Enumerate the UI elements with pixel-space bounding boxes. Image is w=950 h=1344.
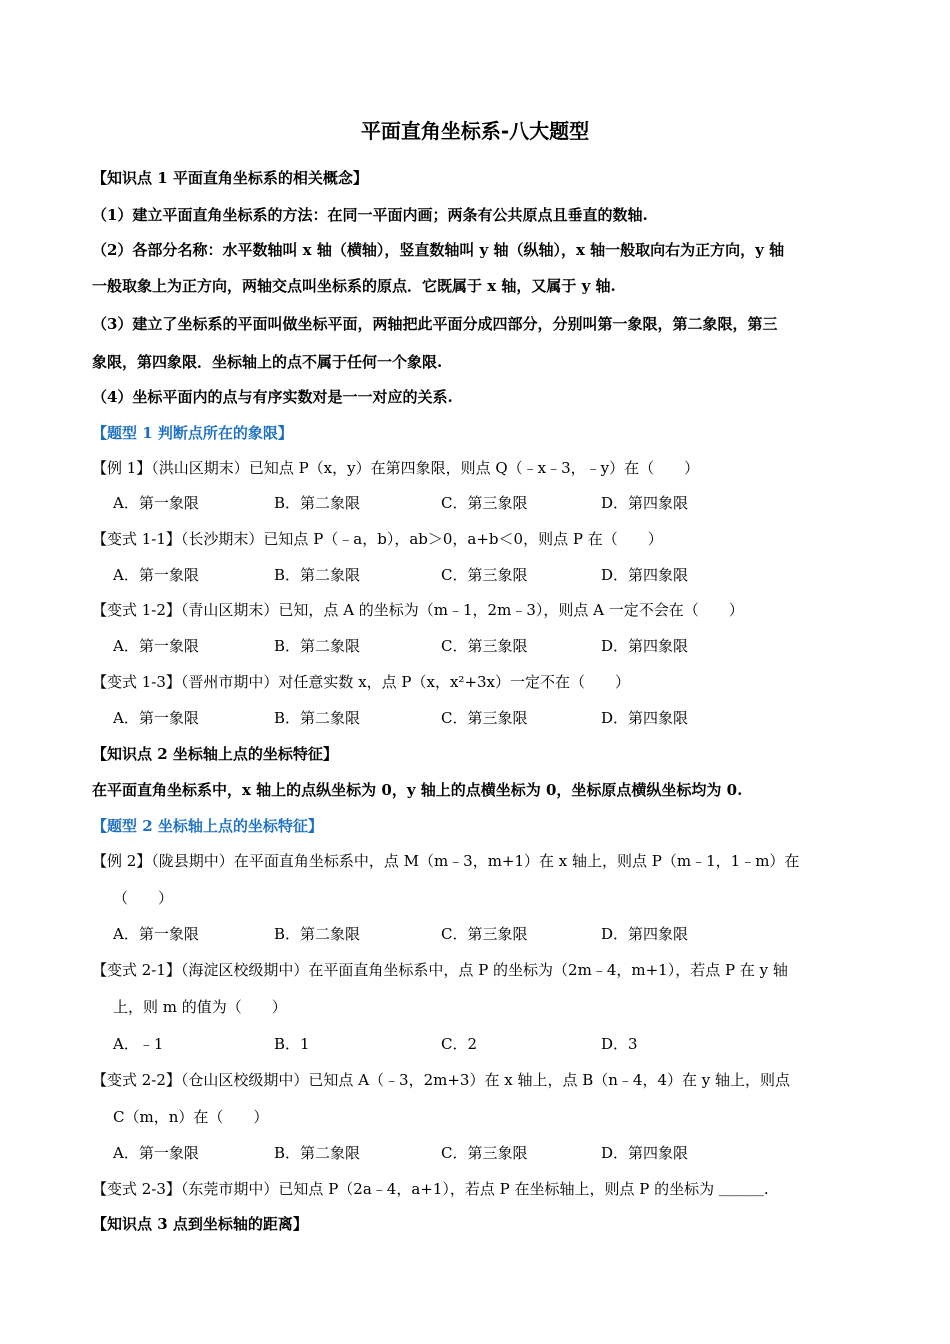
option-d: D．第四象限 [601, 494, 689, 512]
example-1-options [113, 493, 873, 513]
option-a: A．第一象限 [113, 494, 199, 512]
kp1-item-4: （4）坐标平面内的点与有序实数对是一一对应的关系. [92, 388, 453, 406]
option-b: B．第二象限 [274, 1144, 361, 1162]
kp1-item-3-line2: 象限，第四象限．坐标轴上的点不属于任何一个象限. [92, 353, 443, 371]
option-b: B．第二象限 [274, 925, 361, 943]
option-b: B．第二象限 [274, 637, 361, 655]
variant-1-1: 【变式 1-1】（长沙期末）已知点 P（﹣a，b），ab＞0，a+b＜0，则点 P 在（ ） [92, 530, 663, 548]
question-type-2-heading: 【题型 2 坐标轴上点的坐标特征】 [92, 817, 323, 835]
option-c: C．第三象限 [441, 494, 528, 512]
kp1-item-2-line2: 一般取象上为正方向，两轴交点叫坐标系的原点．它既属于 x 轴，又属于 y 轴. [92, 277, 616, 295]
option-c: C．第三象限 [441, 566, 528, 584]
variant-2-3: 【变式 2-3】（东莞市期中）已知点 P（2a﹣4，a+1），若点 P 在坐标轴上，则点 P 的坐标为 ＿＿＿. [92, 1180, 769, 1198]
kp1-item-2-line1: （2）各部分名称：水平数轴叫 x 轴（横轴），竖直数轴叫 y 轴（纵轴），x 轴一般取向右为正方向，y 轴 [92, 241, 785, 259]
knowledge-point-3-heading: 【知识点 3 点到坐标轴的距离】 [92, 1215, 308, 1233]
example-2-line1: 【例 2】（陇县期中）在平面直角坐标系中，点 M（m﹣3，m+1）在 x 轴上，则点 P（m﹣1，1﹣m）在 [92, 852, 800, 870]
kp1-item-3-line1: （3）建立了坐标系的平面叫做坐标平面，两轴把此平面分成四部分，分别叫第一象限，第二象限，第三 [92, 315, 778, 333]
option-d: D．3 [601, 1035, 638, 1053]
option-c: C．2 [441, 1035, 478, 1053]
knowledge-point-2-heading: 【知识点 2 坐标轴上点的坐标特征】 [92, 745, 338, 763]
variant-2-2-line1: 【变式 2-2】（仓山区校级期中）已知点 A（﹣3，2m+3）在 x 轴上，点 B（n﹣4，4）在 y 轴上，则点 [92, 1071, 790, 1089]
option-d: D．第四象限 [601, 1144, 689, 1162]
variant-1-2-options [113, 636, 873, 656]
page-title: 平面直角坐标系-八大题型 [360, 119, 590, 143]
option-d: D．第四象限 [601, 925, 689, 943]
variant-2-1-line2: 上，则 m 的值为（ ） [113, 998, 287, 1016]
option-d: D．第四象限 [601, 709, 689, 727]
option-a: A．第一象限 [113, 1144, 199, 1162]
variant-2-2-line2: C（m，n）在（ ） [113, 1108, 269, 1126]
option-c: C．第三象限 [441, 925, 528, 943]
option-a: A．﹣1 [113, 1035, 164, 1053]
kp1-item-1: （1）建立平面直角坐标系的方法：在同一平面内画；两条有公共原点且垂直的数轴. [92, 206, 648, 224]
example-2-line2: （ ） [113, 889, 174, 907]
example-1: 【例 1】（洪山区期末）已知点 P（x，y）在第四象限，则点 Q（﹣x﹣3，﹣y）在（ ） [92, 459, 700, 477]
variant-2-2-options [113, 1143, 873, 1163]
example-2-options [113, 924, 873, 944]
option-d: D．第四象限 [601, 566, 689, 584]
variant-2-1-line1: 【变式 2-1】（海淀区校级期中）在平面直角坐标系中，点 P 的坐标为（2m﹣4，m+1），若点 P 在 y 轴 [92, 961, 788, 979]
option-c: C．第三象限 [441, 709, 528, 727]
variant-1-1-options [113, 565, 873, 585]
variant-2-1-options [113, 1034, 873, 1054]
option-b: B．第二象限 [274, 566, 361, 584]
variant-1-3: 【变式 1-3】（晋州市期中）对任意实数 x，点 P（x，x²+3x）一定不在（ ） [92, 673, 631, 691]
option-a: A．第一象限 [113, 637, 199, 655]
option-c: C．第三象限 [441, 637, 528, 655]
option-a: A．第一象限 [113, 925, 199, 943]
option-b: B．1 [274, 1035, 310, 1053]
option-c: C．第三象限 [441, 1144, 528, 1162]
knowledge-point-1-heading: 【知识点 1 平面直角坐标系的相关概念】 [92, 169, 368, 187]
option-d: D．第四象限 [601, 637, 689, 655]
option-a: A．第一象限 [113, 566, 199, 584]
variant-1-2: 【变式 1-2】（青山区期末）已知，点 A 的坐标为（m﹣1，2m﹣3），则点 A 一定不会在（ ） [92, 601, 744, 619]
variant-1-3-options [113, 708, 873, 728]
kp2-item-1: 在平面直角坐标系中，x 轴上的点纵坐标为 0，y 轴上的点横坐标为 0，坐标原点横纵坐标均为 0. [92, 781, 743, 799]
option-b: B．第二象限 [274, 709, 361, 727]
option-a: A．第一象限 [113, 709, 199, 727]
question-type-1-heading: 【题型 1 判断点所在的象限】 [92, 424, 293, 442]
option-b: B．第二象限 [274, 494, 361, 512]
